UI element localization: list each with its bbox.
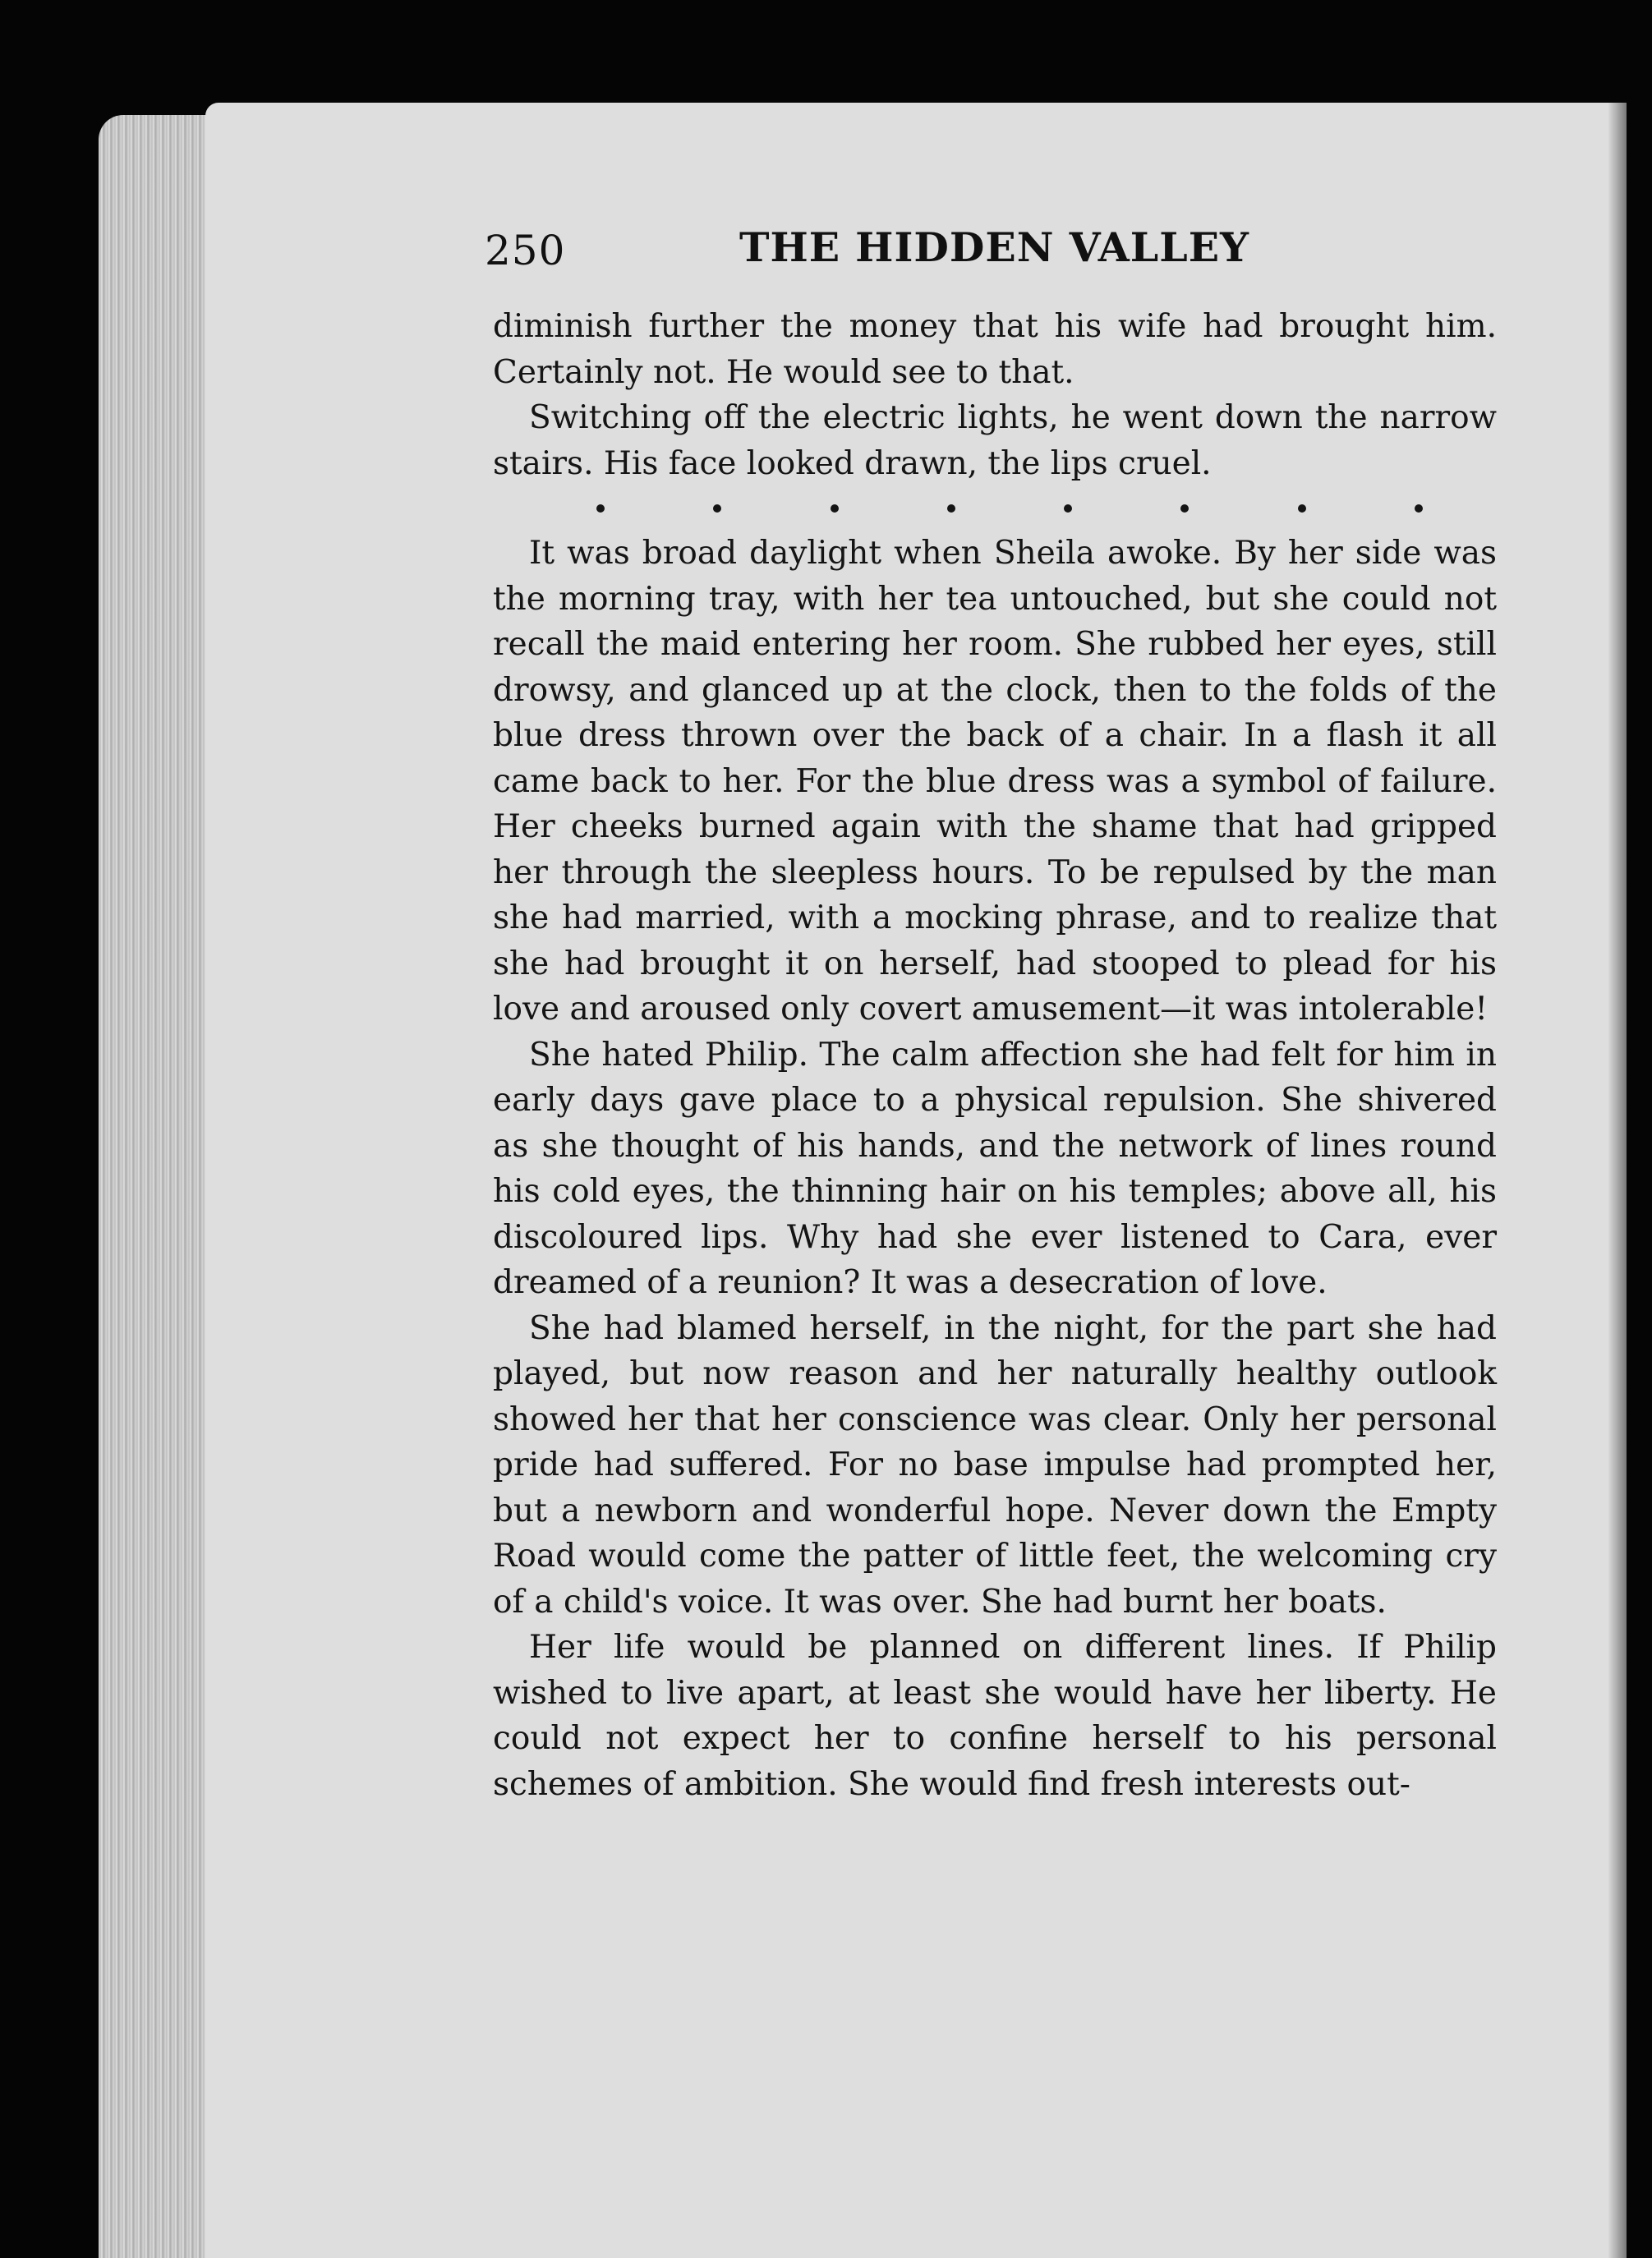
page-number: 250 bbox=[485, 227, 566, 274]
paragraph: She had blamed herself, in the night, for the part she had played, but now reason and her naturally healthy outlook showed her that her conscience was clear. Only her personal pride had suffered. For no base impulse had prompted her, but a newborn and wonderful hope. Never down the Empty Road would come the patter of little feet, the welcoming cry of a child's voice. It was over. She had burnt her boats. bbox=[493, 1309, 1497, 1621]
body-text bbox=[493, 304, 1497, 1807]
paragraph: She hated Philip. The calm affection she had felt for him in early days gave place to a physical repulsion. She shivered as she thought of his hands, and the network of lines round his cold eyes, the thinning hair on his temples; above all, his discoloured lips. Why had she ever listened to Cara, ever dreamed of a reunion? It was a desecration of love. bbox=[493, 1036, 1497, 1301]
paragraph: It was broad daylight when Sheila awoke. By her side was the morning tray, with her tea untouched, but she could not recall the maid entering her room. She rubbed her eyes, still drowsy, and glanced up at the clock, then to the folds of the blue dress thrown over the back of a chair. In a flash it all came back to her. For the blue dress was a symbol of failure. Her cheeks burned again with the shame that had gripped her through the sleepless hours. To be repulsed by the man she had married, with a mocking phrase, and to realize that she had brought it on herself, had stooped to plead for his love and aroused only covert amusement—it was intolerable! bbox=[493, 535, 1497, 1028]
section-break-dot bbox=[1064, 504, 1072, 513]
paragraph: Switching off the electric lights, he went down the narrow stairs. His face looked drawn, the lips cruel. bbox=[493, 399, 1497, 482]
section-break-dot bbox=[831, 504, 839, 513]
paragraph: Her life would be planned on different lines. If Philip wished to live apart, at least she would have her liberty. He could not expect her to confine herself to his personal schemes of ambition. She would find fresh interests out- bbox=[493, 1629, 1497, 1803]
page-gutter-shadow bbox=[1608, 103, 1627, 2258]
section-break-dot bbox=[1298, 504, 1306, 513]
section-break-dot bbox=[1180, 504, 1189, 513]
section-break-dot bbox=[947, 504, 955, 513]
section-break-dot bbox=[1415, 504, 1423, 513]
section-break-dot bbox=[713, 504, 721, 513]
section-break bbox=[493, 493, 1497, 513]
paragraph: diminish further the money that his wife had brought him. Certainly not. He would see to that. bbox=[493, 308, 1497, 391]
section-break-dot bbox=[596, 504, 605, 513]
page-header bbox=[485, 223, 1512, 289]
running-title: THE HIDDEN VALLEY bbox=[739, 223, 1250, 271]
